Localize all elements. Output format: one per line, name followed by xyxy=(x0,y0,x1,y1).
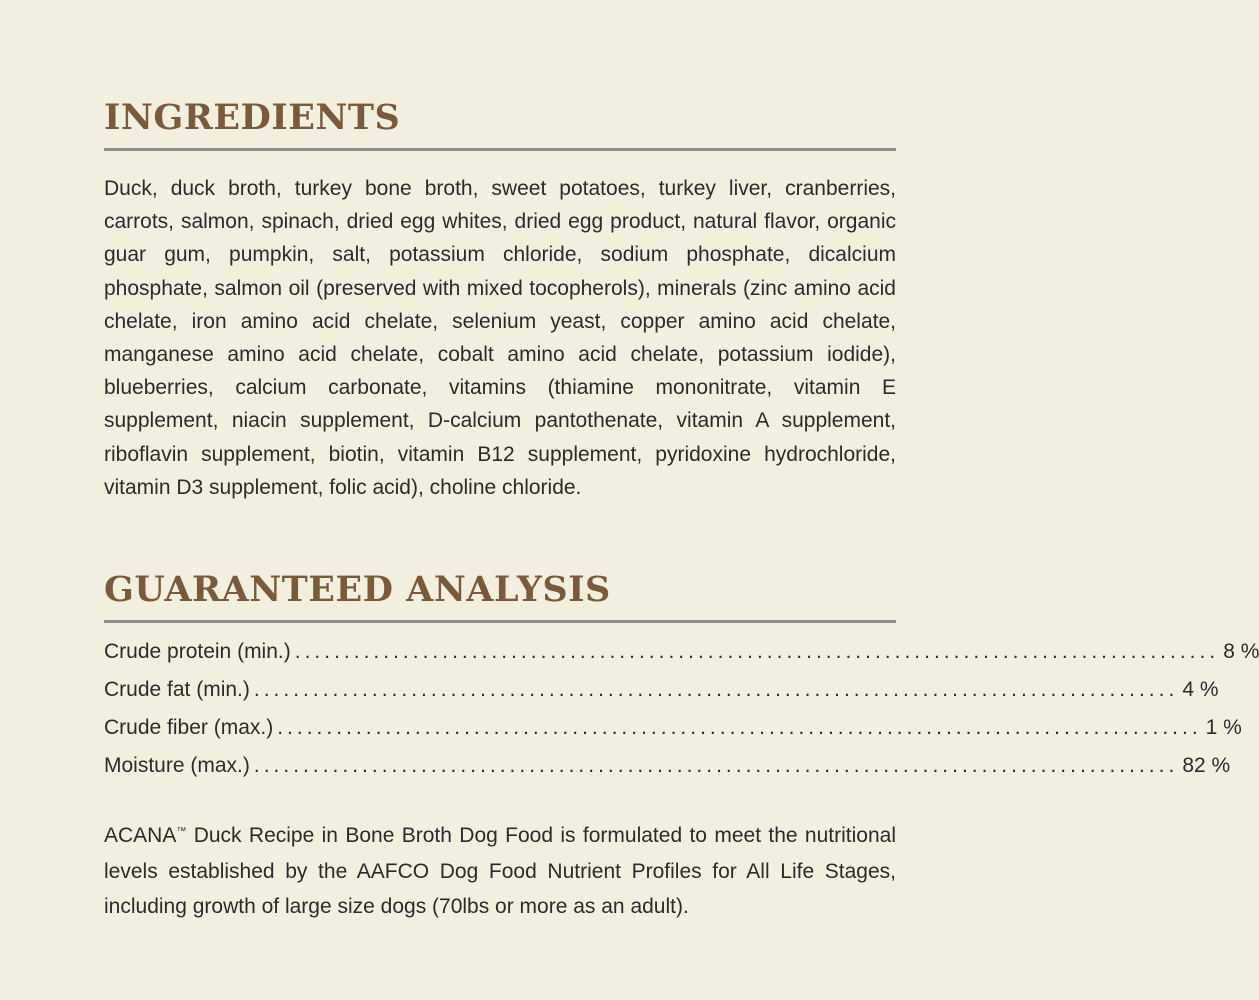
analysis-row xyxy=(104,754,1231,792)
leader-dots: .............................................................................................. xyxy=(277,716,1202,739)
analysis-label: Moisture (max.) xyxy=(104,754,250,777)
analysis-value: 4 % xyxy=(1182,678,1219,701)
nutrition-panel xyxy=(104,0,1259,1000)
leader-dots: .............................................................................................. xyxy=(253,678,1179,701)
analysis-label: Crude protein (min.) xyxy=(104,640,291,663)
trademark-symbol: ™ xyxy=(176,826,187,837)
leader-dots: .............................................................................................. xyxy=(253,754,1179,777)
guaranteed-analysis-heading: GUARANTEED ANALYSIS xyxy=(104,569,611,610)
analysis-divider xyxy=(104,620,896,623)
analysis-value: 82 % xyxy=(1182,754,1231,777)
ingredients-heading: INGREDIENTS xyxy=(104,97,401,138)
analysis-label: Crude fiber (max.) xyxy=(104,716,274,739)
analysis-table xyxy=(104,640,1259,792)
analysis-row xyxy=(104,678,1219,716)
analysis-value: 8 % xyxy=(1223,640,1259,663)
ingredients-divider xyxy=(104,148,896,151)
analysis-row xyxy=(104,716,1242,754)
ingredients-list-text: Duck, duck broth, turkey bone broth, sweet potatoes, turkey liver, cranberries, carrots, salmon, spinach, dried egg whites, dried egg product, natural flavor, organic guar gum, pumpkin, salt, potassium chloride, sodium phosphate, dicalcium phosphate, salmon oil (preserved with mixed tocopherols), minerals (zinc amino acid chelate, iron amino acid chelate, selenium yeast, copper amino acid chelate, manganese amino acid chelate, cobalt amino acid chelate, potassium iodide), blueberries, calcium carbonate, vitamins (thiamine mononitrate, vitamin E supplement, niacin supplement, D-calcium pantothenate, vitamin A supplement, riboflavin supplement, biotin, vitamin B12 supplement, pyridoxine hydrochloride, vitamin D3 supplement, folic acid), choline chloride. xyxy=(104,177,896,499)
statement-body: Duck Recipe in Bone Broth Dog Food is formulated to meet the nutritional levels established by the AAFCO Dog Food Nutrient Profiles for All Life Stages, including growth of large size dogs (70lbs or more as an adult). xyxy=(104,824,896,918)
brand-name: ACANA xyxy=(104,824,177,847)
analysis-value: 1 % xyxy=(1205,716,1242,739)
leader-dots: .............................................................................................. xyxy=(294,640,1220,663)
analysis-row xyxy=(104,640,1259,678)
analysis-label: Crude fat (min.) xyxy=(104,678,250,701)
aafco-statement xyxy=(104,818,896,925)
